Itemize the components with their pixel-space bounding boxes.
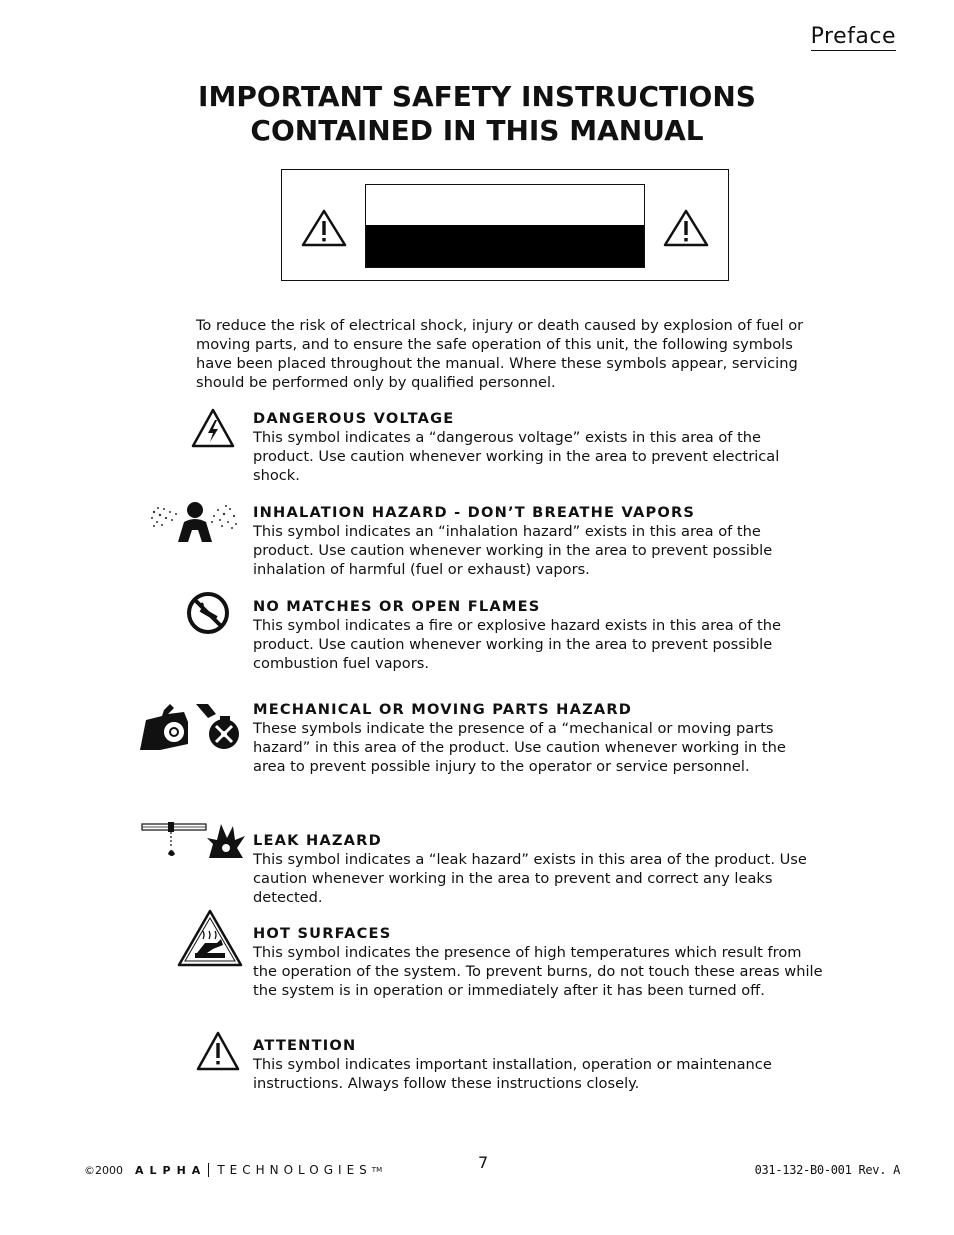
- warning-triangle-icon: [662, 208, 710, 248]
- trademark: TM: [371, 1166, 383, 1174]
- attention-icon: [196, 1031, 240, 1071]
- brand-subtitle: TECHNOLOGIES: [217, 1163, 372, 1177]
- symbol-heading: MECHANICAL OR MOVING PARTS HAZARD: [253, 701, 633, 718]
- section-label: Preface: [810, 24, 896, 49]
- symbol-dangerous-voltage: [253, 409, 823, 485]
- symbol-leak-hazard: [253, 831, 823, 907]
- symbol-description: This symbol indicates a fire or explosive hazard exists in this area of the product. Use caution whenever working in the area to prevent possible combustion fuel vapors.: [253, 617, 781, 672]
- symbol-heading: HOT SURFACES: [253, 925, 392, 942]
- symbol-description: This symbol indicates important installation, operation or maintenance instructions. Always follow these instructions closely.: [253, 1056, 772, 1092]
- no-flame-icon: [186, 591, 230, 635]
- brand-divider: [208, 1163, 209, 1177]
- copyright: ©2000: [84, 1163, 123, 1177]
- symbol-description: This symbol indicates an “inhalation hazard” exists in this area of the product. Use caution whenever working in the area to prevent possible inhalation of harmful (fuel or exhaust) vapors.: [253, 523, 773, 578]
- leak-icon: [141, 818, 247, 860]
- page-title: [0, 80, 954, 148]
- brand-logo: ALPHA: [135, 1163, 207, 1177]
- moving-parts-icon: [138, 702, 242, 752]
- symbol-heading: ATTENTION: [253, 1037, 357, 1054]
- symbol-hot-surfaces: [253, 924, 823, 1000]
- document-number: 031-132-B0-001 Rev. A: [754, 1163, 900, 1177]
- title-line-1: IMPORTANT SAFETY INSTRUCTIONS: [198, 80, 756, 113]
- symbol-no-matches: [253, 597, 823, 673]
- symbol-heading: INHALATION HAZARD - DON’T BREATHE VAPORS: [253, 504, 696, 521]
- symbol-description: This symbol indicates a “dangerous voltage” exists in this area of the product. Use caution whenever working in the area to prevent electrical shock.: [253, 429, 780, 484]
- symbol-description: This symbol indicates a “leak hazard” exists in this area of the product. Use caution whenever working in the area to prevent and correct any leaks detected.: [253, 851, 807, 906]
- warning-triangle-icon: [300, 208, 348, 248]
- hot-surface-icon: [177, 909, 243, 967]
- symbol-description: This symbol indicates the presence of high temperatures which result from the operation of the system. To prevent burns, do not touch these areas while the system is in operation or immediately after it has been turned off.: [253, 944, 823, 999]
- footer-brand: [84, 1163, 382, 1177]
- page-number: 7: [478, 1153, 489, 1172]
- symbol-description: These symbols indicate the presence of a “mechanical or moving parts hazard” in this area of the product. Use caution whenever working in the area to prevent possible injury to the operator or service personnel.: [253, 720, 786, 775]
- warning-label-panel: [365, 184, 645, 268]
- symbol-heading: NO MATCHES OR OPEN FLAMES: [253, 598, 541, 615]
- symbol-heading: LEAK HAZARD: [253, 832, 382, 849]
- lightning-triangle-icon: [191, 408, 235, 448]
- inhalation-icon: [148, 500, 240, 542]
- warning-label-box: [281, 169, 729, 281]
- warning-label-black-band: [366, 225, 644, 267]
- title-line-2: CONTAINED IN THIS MANUAL: [250, 114, 704, 147]
- symbol-attention: [253, 1036, 823, 1093]
- symbol-moving-parts: [253, 700, 823, 776]
- symbol-heading: DANGEROUS VOLTAGE: [253, 410, 455, 427]
- intro-paragraph: To reduce the risk of electrical shock, injury or death caused by explosion of fuel or moving parts, and to ensure the safe operation of this unit, the following symbols have been placed throughout the manual. Where these symbols appear, servicing should be performed only by qualified personnel.: [196, 317, 804, 391]
- symbol-inhalation-hazard: [253, 503, 823, 579]
